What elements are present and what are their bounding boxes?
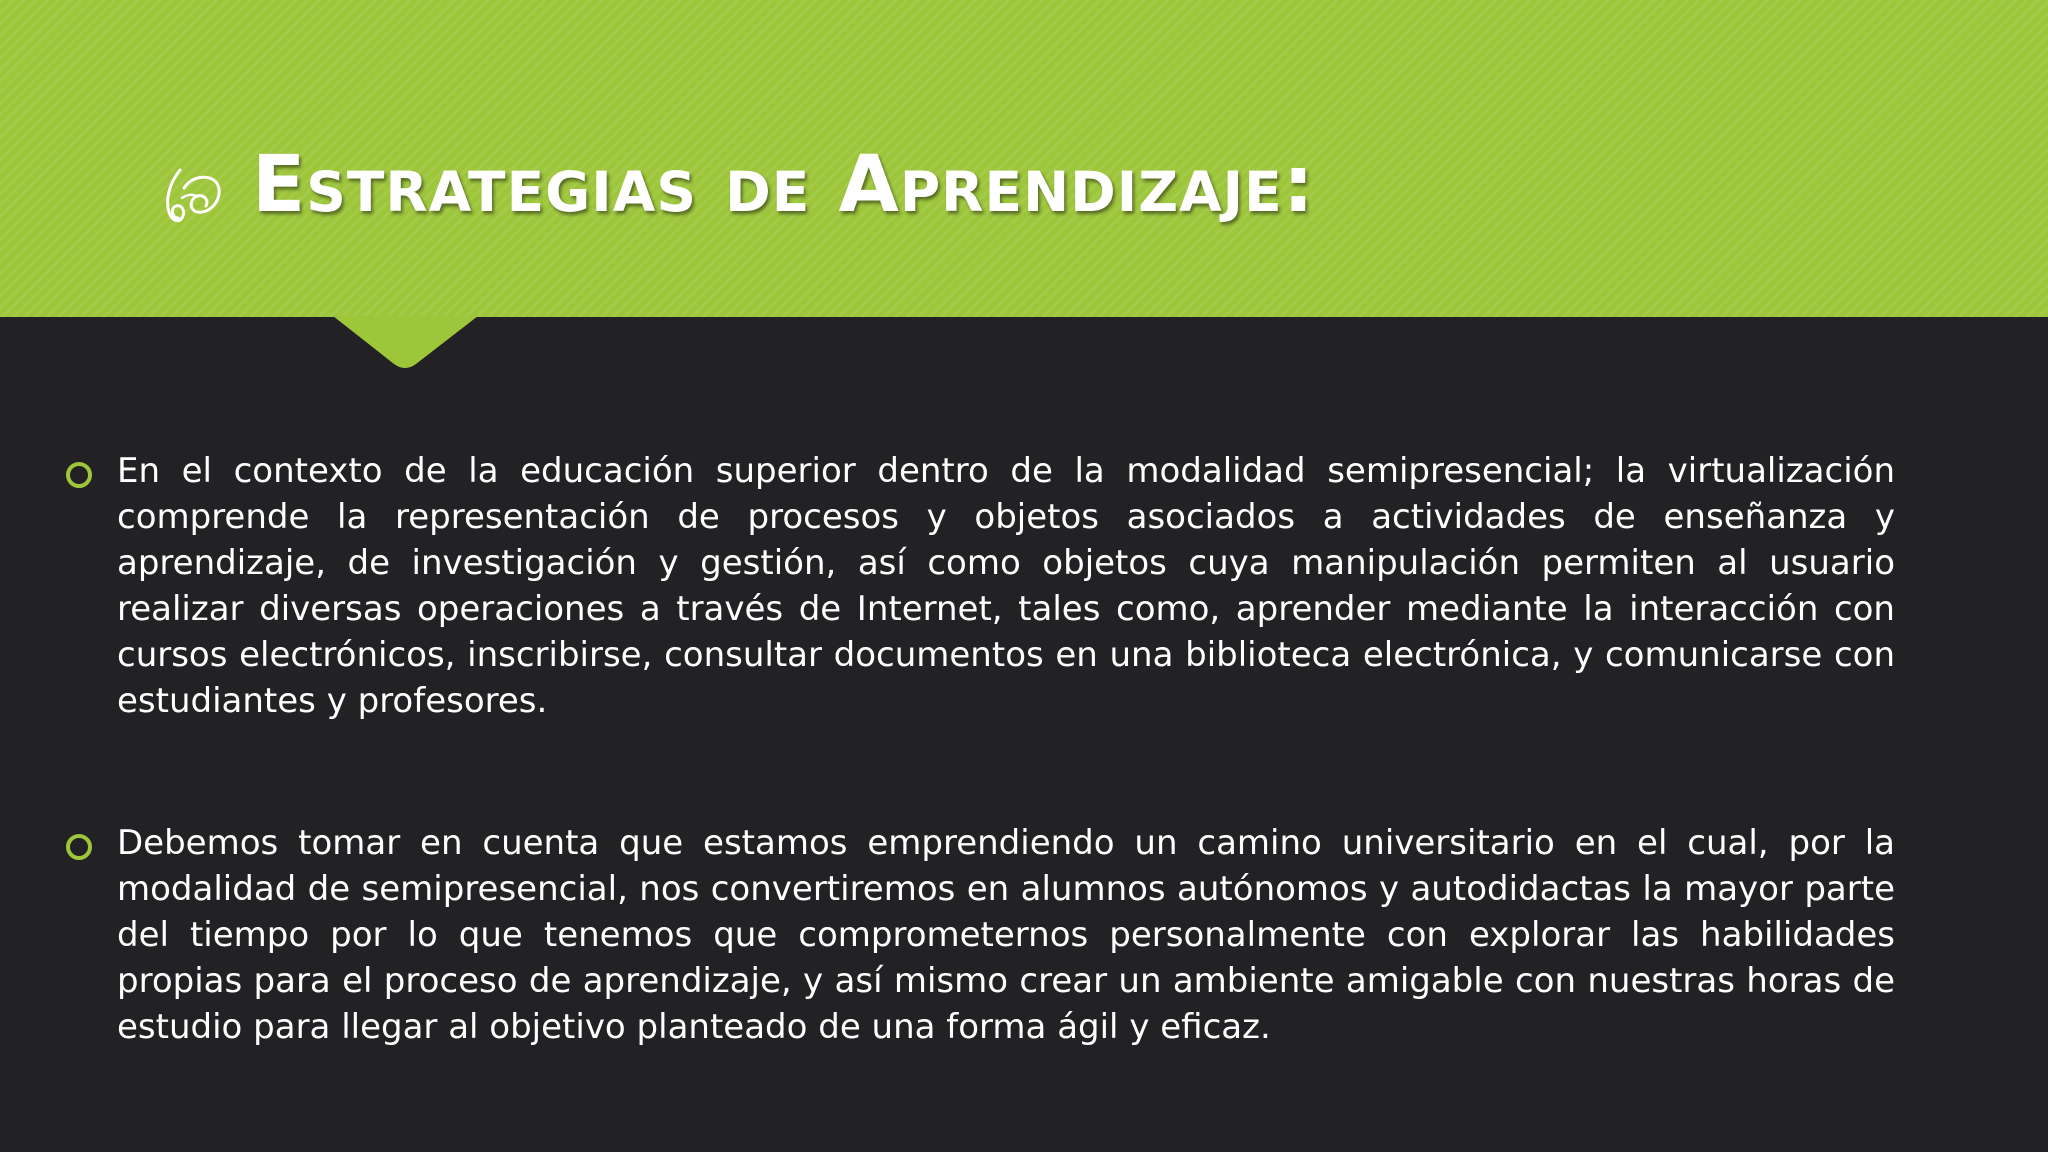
- bullet-text: Debemos tomar en cuenta que estamos emprendiendo un camino universitario en el cual, por la modalidad de semipresencial, nos convertiremos en alumnos autónomos y autodidactas la mayor parte del tiempo por lo que tenemos que comprometernos personalmente con explorar las habilidades propias para el proceso de aprendizaje, y así mismo crear un ambiente amigable con nuestras horas de estudio para llegar al objetivo planteado de una forma ágil y eficaz.: [117, 823, 1895, 1047]
- title-row: [162, 130, 1315, 240]
- bullet-list: [60, 448, 1895, 1146]
- bullet-item: [60, 820, 1895, 1050]
- bullet-item: [60, 448, 1895, 724]
- bullet-circle-icon: [66, 462, 92, 488]
- bullet-text: En el contexto de la educación superior dentro de la modalidad semipresencial; la virtualización comprende la representación de procesos y objetos asociados a actividades de enseñanza y aprendizaje, de investigación y gestión, así como objetos cuya manipulación permiten al usuario realizar diversas operaciones a través de Internet, tales como, aprender mediante la interacción con cursos electrónicos, inscribirse, consultar documentos en una biblioteca electrónica, y comunicarse con estudiantes y profesores.: [117, 451, 1895, 721]
- slide-title: Estrategias de Aprendizaje:: [252, 140, 1315, 230]
- bullet-circle-icon: [66, 834, 92, 860]
- banner-pointer: [0, 316, 2048, 370]
- swirl-ornament-icon: [162, 158, 226, 230]
